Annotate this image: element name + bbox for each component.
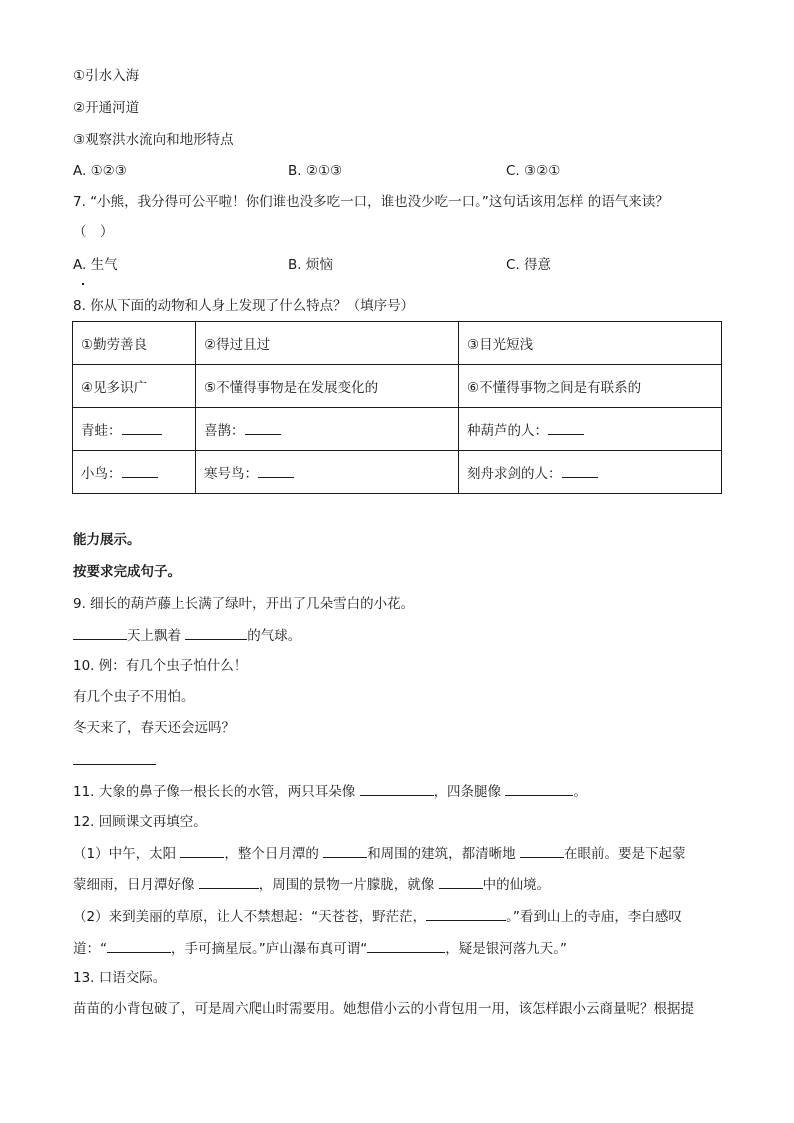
label-boat-sword-man: 刻舟求剑的人： xyxy=(467,466,562,482)
label-gourd-man: 种葫芦的人： xyxy=(467,423,548,439)
text-span: 中的仙境。 xyxy=(482,877,551,893)
q6-step-3: ③观察洪水流向和地形特点 xyxy=(73,132,234,148)
q9-stem: 9. 细长的葫芦藤上长满了绿叶，开出了几朵雪白的小花。 xyxy=(73,596,415,612)
q9-part2: 的气球。 xyxy=(247,628,302,644)
text-span: 在眼前。要是下起蒙 xyxy=(563,846,686,862)
q6-step-1: ①引水入海 xyxy=(73,68,140,84)
q10-answer-line[interactable] xyxy=(73,764,156,765)
q11-part1: 11. 大象的鼻子像一根长长的水管，两只耳朵像 xyxy=(73,784,356,800)
q8-table xyxy=(72,321,722,494)
text-span: ，周围的景物一片朦胧，就像 xyxy=(258,877,435,893)
table-cell: ③目光短浅 xyxy=(459,322,722,365)
answer-blank[interactable] xyxy=(360,781,434,796)
q12-line-2 xyxy=(73,874,550,895)
answer-blank[interactable] xyxy=(520,843,564,858)
table-cell: ⑤不懂得事物是在发展变化的 xyxy=(196,365,459,408)
answer-blank[interactable] xyxy=(562,463,598,478)
q7-option-a[interactable]: A. 生气 xyxy=(73,257,118,273)
answer-blank[interactable] xyxy=(122,463,158,478)
q12-line-3 xyxy=(73,906,682,927)
stray-dot xyxy=(82,283,84,285)
q6-option-b[interactable]: B. ②①③ xyxy=(288,163,343,179)
q11-line xyxy=(73,781,587,802)
answer-blank[interactable] xyxy=(185,625,247,640)
text-span: （1）中午，太阳 xyxy=(73,846,177,862)
table-row xyxy=(73,322,722,365)
q12-line-1 xyxy=(73,843,685,864)
answer-blank[interactable] xyxy=(199,874,259,889)
q8-stem: 8. 你从下面的动物和人身上发现了什么特点？（填序号） xyxy=(73,298,415,314)
answer-blank[interactable] xyxy=(258,463,294,478)
table-cell: ⑥不懂得事物之间是有联系的 xyxy=(459,365,722,408)
q9-answer-line xyxy=(73,625,301,646)
answer-blank[interactable] xyxy=(505,781,573,796)
q10-stem: 10. 例：有几个虫子怕什么！ xyxy=(73,658,248,674)
table-row xyxy=(73,451,722,494)
text-span: 。”看到山上的寺庙，李白感叹 xyxy=(506,909,682,925)
q13-stem: 13. 口语交际。 xyxy=(73,970,167,986)
answer-blank[interactable] xyxy=(367,938,445,953)
q10-prompt: 冬天来了，春天还会远吗？ xyxy=(73,720,235,736)
text-span: 道：“ xyxy=(73,941,107,957)
answer-blank[interactable] xyxy=(426,906,506,921)
q12-line-4 xyxy=(73,938,567,959)
answer-blank[interactable] xyxy=(180,843,224,858)
table-cell-answer xyxy=(73,451,196,494)
answer-blank[interactable] xyxy=(548,420,584,435)
text-span: ，手可摘星辰。”庐山瀑布真可谓“ xyxy=(171,941,368,957)
text-span: （2）来到美丽的草原，让人不禁想起：“天苍苍，野茫茫， xyxy=(73,909,427,925)
answer-blank[interactable] xyxy=(323,843,367,858)
label-frog: 青蛙： xyxy=(81,423,122,439)
label-bird: 小鸟： xyxy=(81,466,122,482)
table-cell: ①勤劳善良 xyxy=(73,322,196,365)
text-span: ，整个日月潭的 xyxy=(224,846,319,862)
answer-blank[interactable] xyxy=(245,420,281,435)
q11-part2: ，四条腿像 xyxy=(433,784,502,800)
q7-option-c[interactable]: C. 得意 xyxy=(506,257,552,273)
q10-example: 有几个虫子不用怕。 xyxy=(73,689,195,705)
label-magpie: 喜鹊： xyxy=(204,423,245,439)
table-row xyxy=(73,408,722,451)
text-span: 蒙细雨，日月潭好像 xyxy=(73,877,195,893)
q11-part3: 。 xyxy=(573,784,587,800)
q6-step-2: ②开通河道 xyxy=(73,100,140,116)
q6-option-c[interactable]: C. ③②① xyxy=(506,163,561,179)
table-row xyxy=(73,365,722,408)
answer-blank[interactable] xyxy=(439,874,483,889)
answer-blank[interactable] xyxy=(107,938,171,953)
table-cell-answer xyxy=(459,408,722,451)
q7-answer-paren: （ ） xyxy=(73,224,114,240)
table-cell-answer xyxy=(196,451,459,494)
table-cell-answer xyxy=(73,408,196,451)
answer-blank[interactable] xyxy=(73,625,127,640)
q9-part1: 天上飘着 xyxy=(127,628,181,644)
answer-blank[interactable] xyxy=(122,420,162,435)
section-subtitle: 按要求完成句子。 xyxy=(73,564,181,580)
table-cell: ②得过且过 xyxy=(196,322,459,365)
q13-body: 苗苗的小背包破了，可是周六爬山时需要用。她想借小云的小背包用一用，该怎样跟小云商量呢？根据提 xyxy=(73,1001,694,1017)
q7-option-b[interactable]: B. 烦恼 xyxy=(288,257,333,273)
q7-stem: 7. “小熊，我分得可公平啦！你们谁也没多吃一口，谁也没少吃一口。”这句话该用怎样 的语气来读？ xyxy=(73,194,669,210)
section-title: 能力展示。 xyxy=(73,532,141,548)
text-span: 和周围的建筑，都清晰地 xyxy=(367,846,516,862)
q6-option-a[interactable]: A. ①②③ xyxy=(73,163,127,179)
table-cell: ④见多识广 xyxy=(73,365,196,408)
table-cell-answer xyxy=(459,451,722,494)
q12-stem: 12. 回顾课文再填空。 xyxy=(73,814,207,830)
label-hanhao-bird: 寒号鸟： xyxy=(204,466,258,482)
table-cell-answer xyxy=(196,408,459,451)
text-span: ，疑是银河落九天。” xyxy=(445,941,567,957)
